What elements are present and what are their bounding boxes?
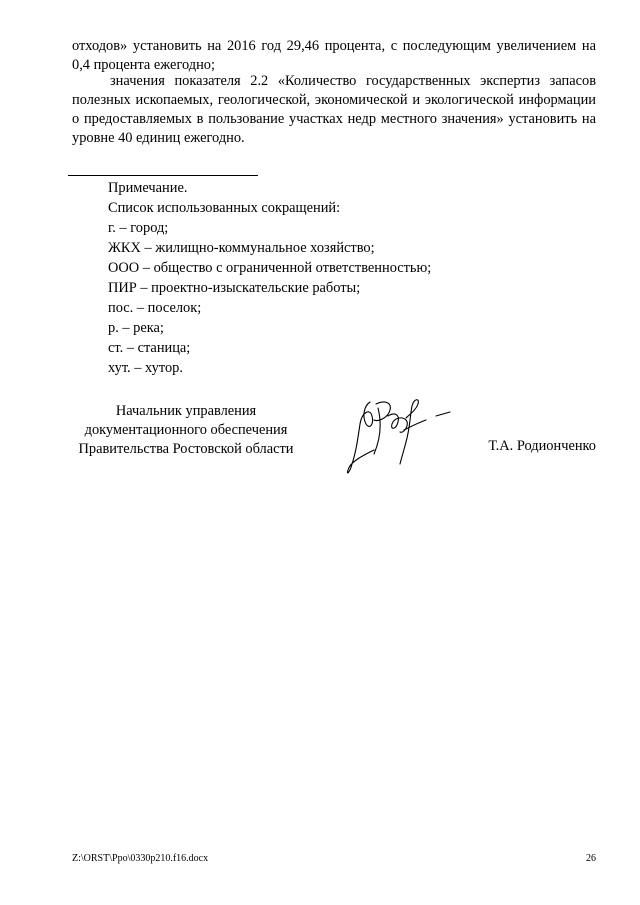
- abbreviation-item: ст. – станица;: [108, 340, 191, 356]
- handwritten-signature: [340, 394, 460, 480]
- abbreviation-item: хут. – хутор.: [108, 360, 183, 376]
- abbreviation-item: пос. – поселок;: [108, 300, 202, 316]
- page-number: 26: [586, 853, 596, 864]
- abbreviation-item: г. – город;: [108, 220, 169, 236]
- position-line: документационного обеспечения: [84, 422, 288, 438]
- position-line: Начальник управления: [115, 403, 257, 419]
- notes-list-title: Список использованных сокращений:: [108, 200, 341, 216]
- body-paragraph-2: значения показателя 2.2 «Количество государственных экспертиз запасов полезных ископаемых, геологической, экономической и экологической информации о предоставляемых в пользование участках недр местного значения» установить на уровне 40 единиц ежегодно.: [72, 73, 596, 146]
- abbreviation-item: ПИР – проектно-изыскательские работы;: [108, 280, 361, 296]
- notes-heading: Примечание.: [108, 180, 188, 196]
- body-paragraph-1: отходов» установить на 2016 год 29,46 процента, с последующим увеличением на 0,4 процента ежегодно;: [72, 38, 596, 73]
- abbreviation-item: р. – река;: [108, 320, 164, 336]
- footnote-separator: [68, 175, 258, 176]
- signer-name: Т.А. Родионченко: [488, 438, 596, 454]
- abbreviation-item: ООО – общество с ограниченной ответственностью;: [108, 260, 432, 276]
- signatory-position: [68, 402, 304, 459]
- position-line: Правительства Ростовской области: [78, 441, 294, 457]
- footer-file-path: Z:\ORST\Ppo\0330p210.f16.docx: [72, 853, 209, 864]
- abbreviation-item: ЖКХ – жилищно-коммунальное хозяйство;: [108, 240, 375, 256]
- notes-list: [108, 178, 431, 378]
